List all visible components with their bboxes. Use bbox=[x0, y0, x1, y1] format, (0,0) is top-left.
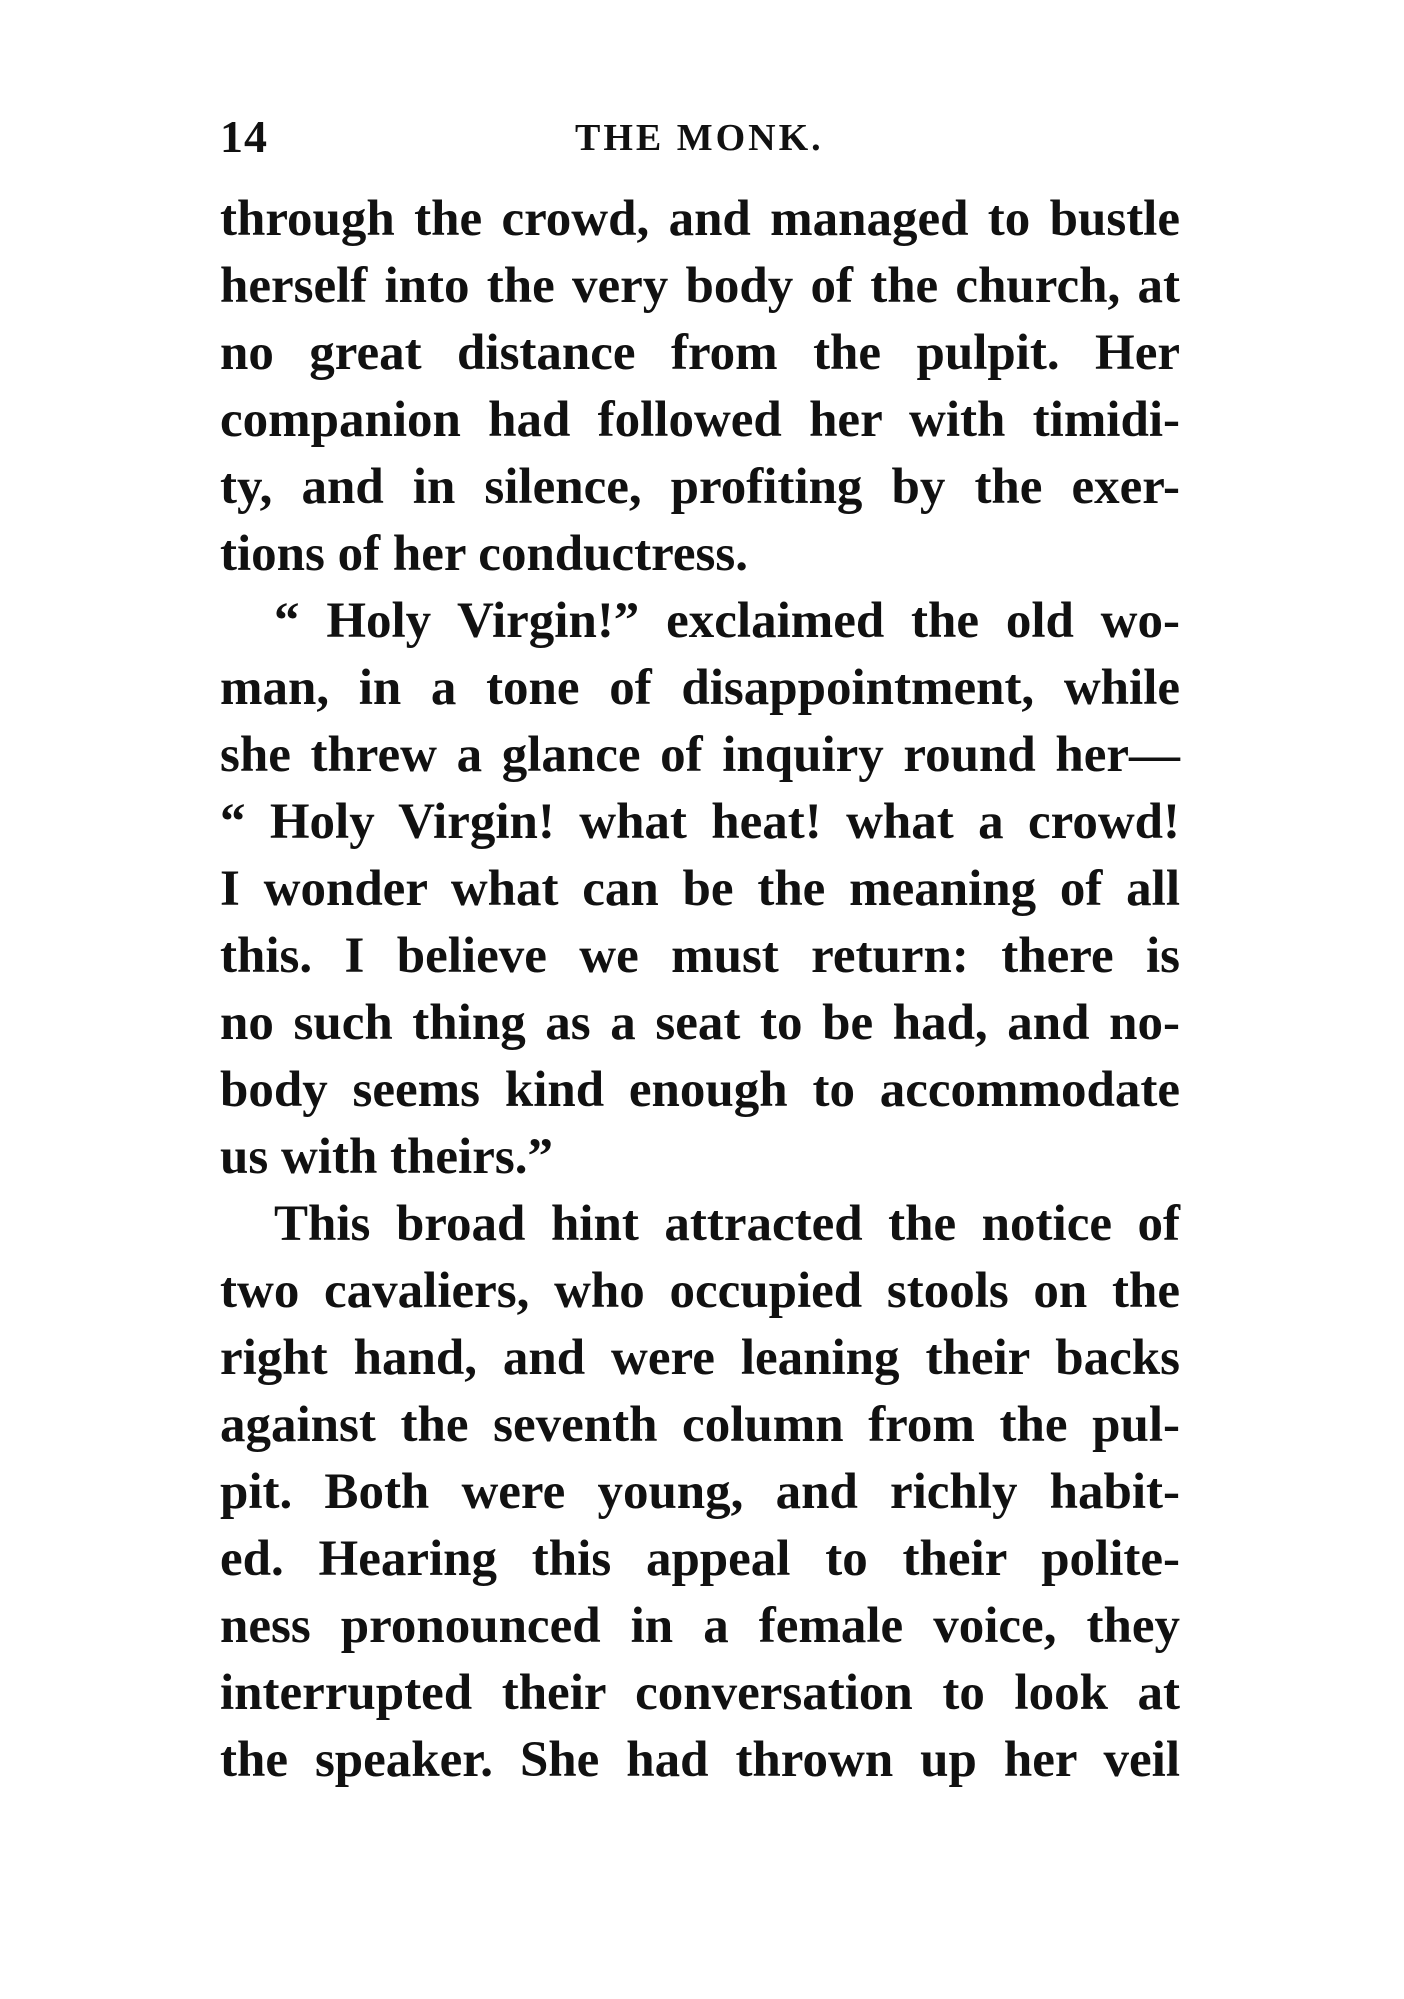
text-line: man, in a tone of disappointment, while bbox=[220, 660, 1180, 716]
body-text bbox=[220, 186, 1180, 1794]
text-line: “ Holy Virgin! what heat! what a crowd! bbox=[220, 794, 1180, 850]
text-line: this. I believe we must return: there is bbox=[220, 928, 1180, 984]
running-head bbox=[220, 110, 1180, 170]
text-line: through the crowd, and managed to bustle bbox=[220, 191, 1180, 247]
text-line: against the seventh column from the pul- bbox=[220, 1397, 1180, 1453]
text-line: right hand, and were leaning their backs bbox=[220, 1330, 1180, 1386]
text-line: ness pronounced in a female voice, they bbox=[220, 1598, 1180, 1654]
text-line: This broad hint attracted the notice of bbox=[274, 1196, 1180, 1252]
text-line: companion had followed her with timidi- bbox=[220, 392, 1180, 448]
text-line: herself into the very body of the church, at bbox=[220, 258, 1180, 314]
text-line: she threw a glance of inquiry round her— bbox=[220, 727, 1180, 783]
text-line: no great distance from the pulpit. Her bbox=[220, 325, 1180, 381]
text-line: ed. Hearing this appeal to their polite- bbox=[220, 1531, 1180, 1587]
text-line: ty, and in silence, profiting by the exer- bbox=[220, 459, 1180, 515]
text-line: two cavaliers, who occupied stools on the bbox=[220, 1263, 1180, 1319]
text-line: us with theirs.” bbox=[220, 1129, 553, 1185]
text-line: tions of her conductress. bbox=[220, 526, 748, 582]
text-line: no such thing as a seat to be had, and no- bbox=[220, 995, 1180, 1051]
text-line: the speaker. She had thrown up her veil bbox=[220, 1732, 1180, 1788]
running-title: THE MONK. bbox=[575, 117, 824, 159]
page-number: 14 bbox=[220, 111, 268, 162]
text-line: “ Holy Virgin!” exclaimed the old wo- bbox=[274, 593, 1180, 649]
text-line: pit. Both were young, and richly habit- bbox=[220, 1464, 1180, 1520]
text-line: interrupted their conversation to look at bbox=[220, 1665, 1180, 1721]
text-line: body seems kind enough to accommodate bbox=[220, 1062, 1180, 1118]
text-line: I wonder what can be the meaning of all bbox=[220, 861, 1180, 917]
